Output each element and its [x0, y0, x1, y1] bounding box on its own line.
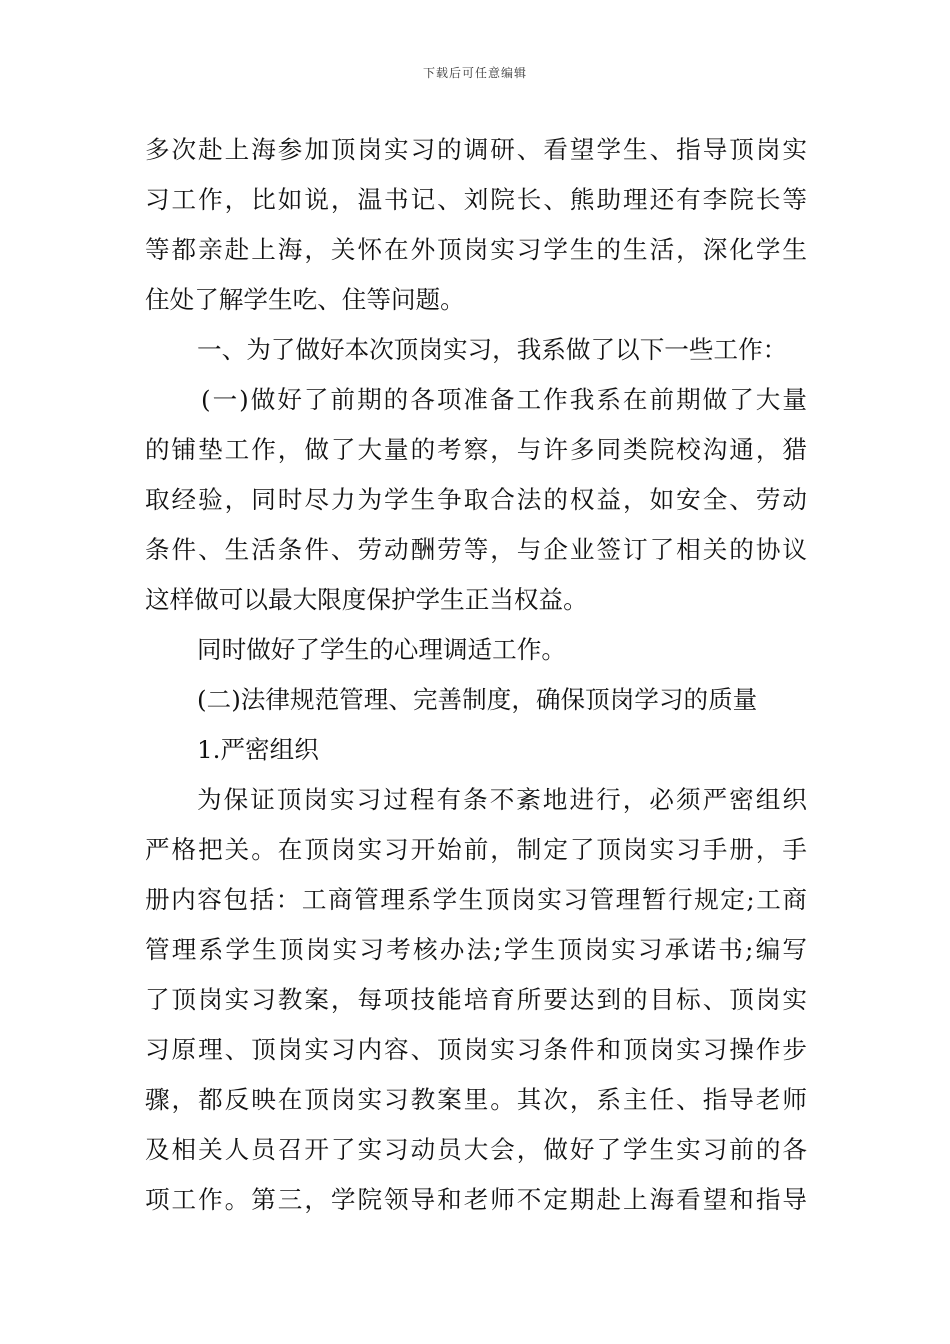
- text-line: 及相关人员召开了实习动员大会，做好了学生实习前的各: [145, 1135, 807, 1164]
- text-line: 了顶岗实习教案，每项技能培育所要达到的目标、顶岗实: [145, 985, 807, 1014]
- text-line: 骤，都反映在顶岗实习教案里。其次，系主任、指导老师: [145, 1085, 807, 1114]
- text-line: 管理系学生顶岗实习考核办法;学生顶岗实习承诺书;编写: [145, 935, 807, 964]
- text-line: 册内容包括：工商管理系学生顶岗实习管理暂行规定;工商: [145, 885, 807, 914]
- document-body: [145, 125, 807, 1225]
- text-line: 的铺垫工作，做了大量的考察，与许多同类院校沟通，猎: [145, 435, 807, 464]
- subsection-heading: (一)做好了前期的各项准备工作我系在前期做了大量: [201, 385, 807, 414]
- text-line: 习原理、顶岗实习内容、顶岗实习条件和顶岗实习操作步: [145, 1035, 807, 1064]
- text-line: 为保证顶岗实习过程有条不紊地进行，必须严密组织: [197, 785, 807, 814]
- text-line: 取经验，同时尽力为学生争取合法的权益，如安全、劳动: [145, 485, 807, 514]
- item-heading: 1.严密组织: [197, 735, 319, 764]
- subsection-heading: (二)法律规范管理、完善制度，确保顶岗学习的质量: [197, 685, 758, 714]
- text-line: 这样做可以最大限度保护学生正当权益。: [145, 585, 588, 614]
- text-line: 习工作，比如说，温书记、刘院长、熊助理还有李院长等: [145, 185, 807, 214]
- text-line: 同时做好了学生的心理调适工作。: [197, 635, 566, 664]
- text-line: 条件、生活条件、劳动酬劳等，与企业签订了相关的协议: [145, 535, 807, 564]
- text-line: 等都亲赴上海，关怀在外顶岗实习学生的生活，深化学生: [145, 235, 807, 264]
- text-line: 严格把关。在顶岗实习开始前，制定了顶岗实习手册，手: [145, 835, 807, 864]
- text-line: 多次赴上海参加顶岗实习的调研、看望学生、指导顶岗实: [145, 135, 807, 164]
- page-header: 下载后可任意编辑: [422, 66, 527, 80]
- text-line: 住处了解学生吃、住等问题。: [145, 285, 465, 314]
- section-heading: 一、为了做好本次顶岗实习，我系做了以下一些工作：: [197, 335, 788, 364]
- text-line: 项工作。第三，学院领导和老师不定期赴上海看望和指导: [145, 1185, 807, 1214]
